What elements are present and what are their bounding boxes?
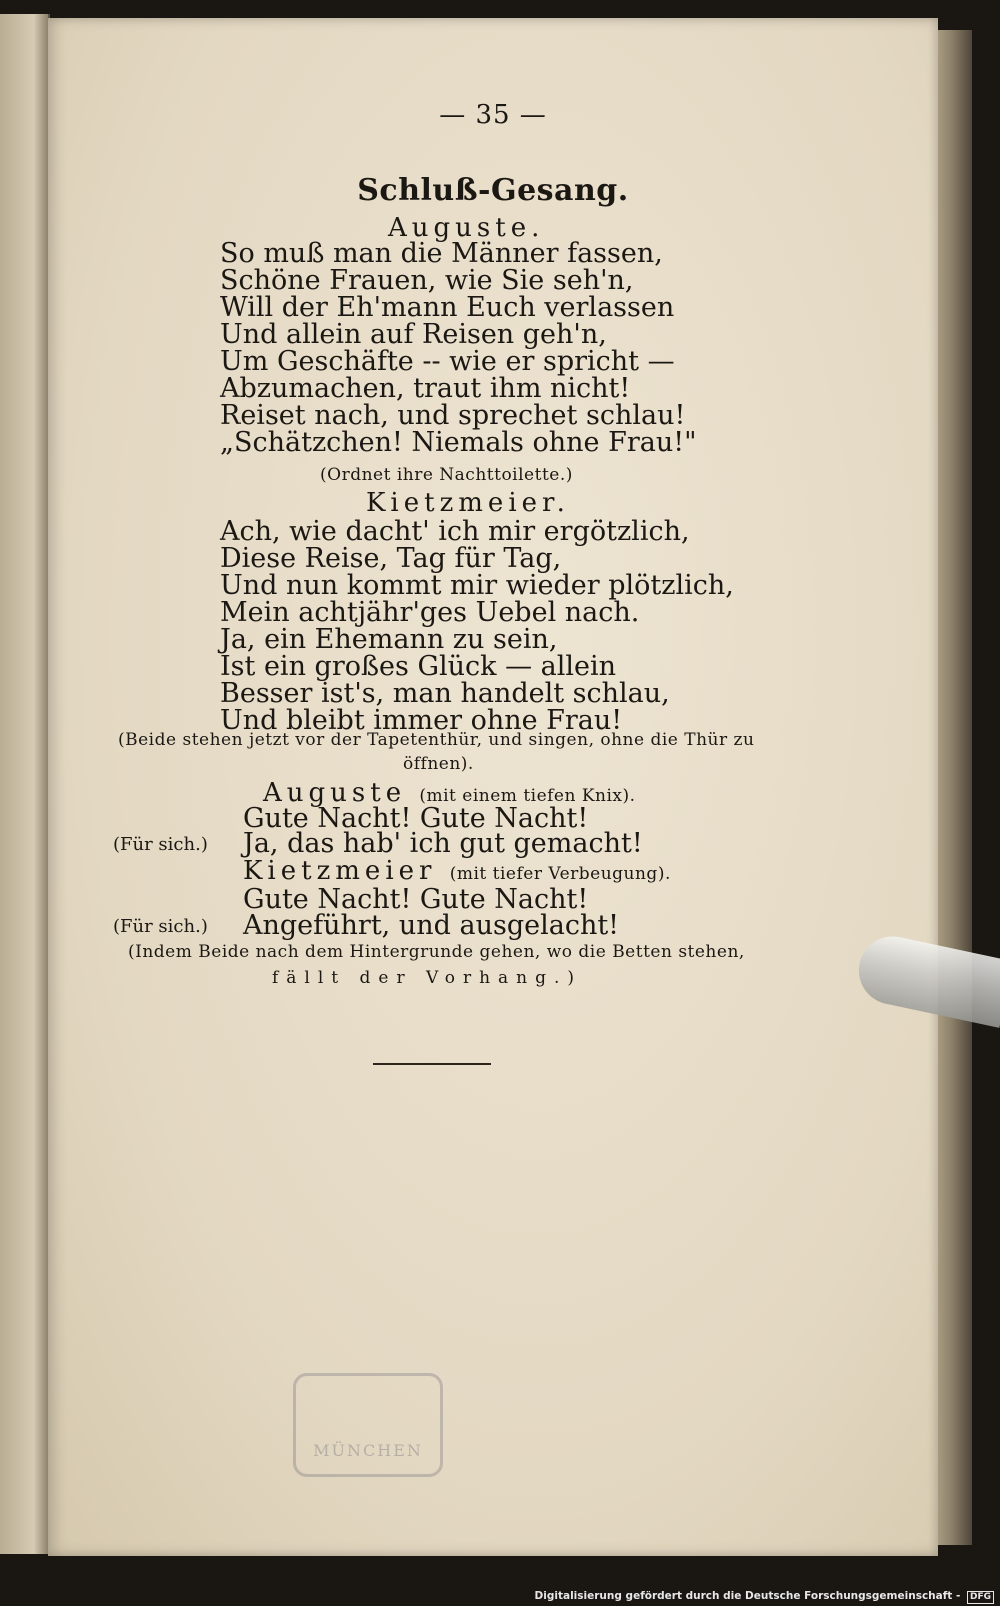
speaker-name: Kietzmeier: [243, 856, 437, 886]
verse-kietzmeier: [220, 518, 734, 734]
verse-line: Und bleibt immer ohne Frau!: [220, 705, 623, 736]
verse-line: Und nun kommt mir wieder plötzlich,: [220, 570, 734, 601]
verse-line: Ja, das hab' ich gut gemacht!: [243, 828, 643, 859]
page-number: — 35 —: [439, 100, 547, 130]
dfg-logo: DFG: [967, 1591, 994, 1604]
aside-label: (Für sich.): [113, 916, 208, 937]
verse-auguste: [220, 240, 696, 456]
library-stamp: [293, 1373, 443, 1477]
verse-line: „Schätzchen! Niemals ohne Frau!": [220, 427, 697, 458]
final-stage-direction: fällt der Vorhang.): [272, 968, 583, 988]
speaker-auguste: Auguste.: [388, 213, 545, 243]
verse-line: Schöne Frauen, wie Sie seh'n,: [220, 265, 634, 296]
stamp-text: MÜNCHEN: [313, 1441, 423, 1460]
verse-line: Ist ein großes Glück — allein: [220, 651, 617, 682]
aside-label: (Für sich.): [113, 834, 208, 855]
stage-direction: (Ordnet ihre Nachttoilette.): [320, 465, 573, 485]
verse-line: Will der Eh'mann Euch verlassen: [220, 292, 675, 323]
verse-line: Gute Nacht! Gute Nacht!: [243, 803, 589, 834]
page-title: Schluß-Gesang.: [357, 173, 629, 208]
verse-line: So muß man die Männer fassen,: [220, 238, 663, 269]
speaker-kietzmeier: [243, 856, 671, 886]
speaker-direction: (mit tiefer Verbeugung).: [449, 864, 671, 884]
verse-line: Diese Reise, Tag für Tag,: [220, 543, 562, 574]
verse-line: Mein achtjähr'ges Uebel nach.: [220, 597, 640, 628]
verse-line: Reiset nach, und sprechet schlau!: [220, 400, 686, 431]
verse-line: Abzumachen, traut ihm nicht!: [220, 373, 631, 404]
verse-line: Ach, wie dacht' ich mir ergötzlich,: [220, 516, 690, 547]
stage-direction: (Beide stehen jetzt vor der Tapetenthür, und singen, ohne die Thür zu: [118, 730, 755, 750]
stage-direction: öffnen).: [403, 754, 474, 774]
left-page-edge: [0, 14, 50, 1554]
digitization-footer: [535, 1590, 994, 1604]
verse-line: Ja, ein Ehemann zu sein,: [220, 624, 558, 655]
speaker-kietzmeier: Kietzmeier.: [366, 488, 570, 518]
verse-line: Gute Nacht! Gute Nacht!: [243, 884, 589, 915]
footer-text: Digitalisierung gefördert durch die Deutsche Forschungsgemeinschaft -: [534, 1590, 961, 1602]
final-stage-direction: (Indem Beide nach dem Hintergrunde gehen, wo die Betten stehen,: [128, 942, 745, 962]
closing-rule: [373, 1063, 491, 1065]
book-page: [48, 18, 938, 1556]
verse-line: Und allein auf Reisen geh'n,: [220, 319, 607, 350]
speaker-name: Auguste: [263, 778, 407, 808]
verse-line: Besser ist's, man handelt schlau,: [220, 678, 670, 709]
verse-line: Um Geschäfte -- wie er spricht —: [220, 346, 675, 377]
speaker-direction: (mit einem tiefen Knix).: [419, 786, 636, 806]
verse-line: Angeführt, und ausgelacht!: [243, 910, 620, 941]
